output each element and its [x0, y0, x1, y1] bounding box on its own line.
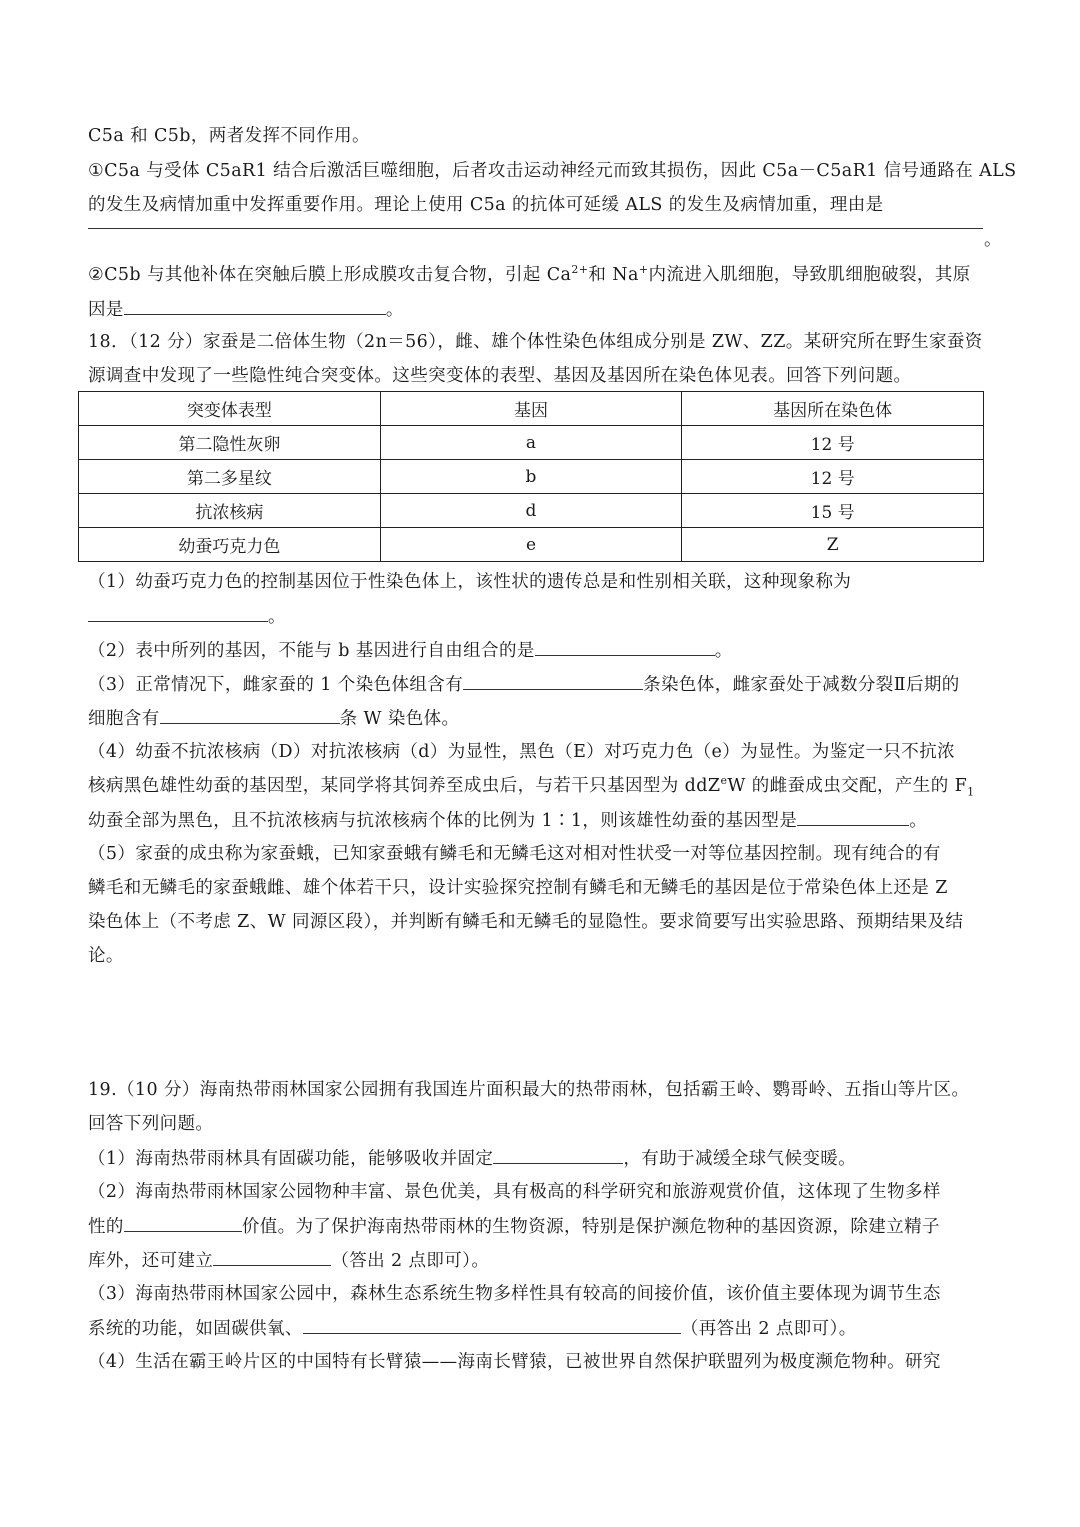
text-line: 鳞毛和无鳞毛的家蚕蛾雌、雄个体若干只，设计实验探究控制有鳞毛和无鳞毛的基因是位于常染色体上还是 Z	[88, 878, 948, 898]
text-line: 细胞含有 条 W 染色体。	[88, 706, 998, 731]
mutant-table	[78, 391, 984, 562]
text-line: ①C5a 与受体 C5aR1 结合后激活巨噬细胞，后者攻击运动神经元而致其损伤，因此 C5a－C5aR1 信号通路在 ALS	[88, 161, 1017, 181]
text-line: （3）正常情况下，雌家蚕的 1 个染色体组含有 条染色体，雌家蚕处于减数分裂Ⅱ后期的	[88, 672, 998, 697]
table-row	[79, 494, 984, 528]
text-line: （1）幼蚕巧克力色的控制基因位于性染色体上，该性状的遗传总是和性别相关联，这种现象称为	[88, 572, 852, 592]
text-line: ②C5b 与其他补体在突触后膜上形成膜攻击复合物，引起 $Ca^{2+}$和 Na+内流进入肌细胞，导致肌细胞破裂，其原	[88, 263, 971, 285]
table-header-row	[79, 392, 984, 426]
table-cell: Z	[682, 528, 984, 562]
table-cell: 第二多星纹	[79, 460, 381, 494]
table-cell: 第二隐性灰卵	[79, 426, 381, 460]
text-line: 因是 。	[88, 297, 998, 322]
text-line: （5）家蚕的成虫称为家蚕蛾，已知家蚕蛾有鳞毛和无鳞毛这对相对性状受一对等位基因控制。现有纯合的有	[88, 844, 941, 864]
table-cell: 15 号	[682, 494, 984, 528]
table-row	[79, 426, 984, 460]
text-line: 源调查中发现了一些隐性纯合突变体。这些突变体的表型、基因及基因所在染色体见表。回答下列问题。	[88, 366, 912, 386]
answer-blank[interactable]	[797, 808, 909, 826]
table-cell: 12 号	[682, 426, 984, 460]
table-cell: 抗浓核病	[79, 494, 381, 528]
table-header-cell: 基因所在染色体	[682, 392, 984, 426]
answer-blank[interactable]	[535, 638, 715, 656]
table-cell: 12 号	[682, 460, 984, 494]
text-line: 性的 价值。为了保护海南热带雨林的生物资源，特别是保护濒危物种的基因资源，除建立精子	[88, 1214, 998, 1239]
table-cell: b	[380, 460, 682, 494]
table-row	[79, 460, 984, 494]
table-cell: 幼蚕巧克力色	[79, 528, 381, 562]
text-line: 系统的功能，如固碳供氧、 （再答出 2 点即可）。	[88, 1316, 998, 1341]
text-line: （4）生活在霸王岭片区的中国特有长臂猿——海南长臂猿，已被世界自然保护联盟列为极度濒危物种。研究	[88, 1352, 941, 1372]
text-line: C5a 和 C5b，两者发挥不同作用。	[88, 126, 370, 146]
answer-blank[interactable]	[493, 1146, 623, 1164]
text-line: 。	[984, 230, 1002, 250]
answer-blank[interactable]	[88, 604, 268, 622]
answer-blank[interactable]	[160, 706, 340, 724]
answer-blank[interactable]	[303, 1316, 681, 1334]
question-18-heading: 18．（12 分）家蚕是二倍体生物（2n＝56），雌、雄个体性染色体组成分别是 ZW、ZZ。某研究所在野生家蚕资	[88, 332, 983, 352]
table-cell: a	[380, 426, 682, 460]
text-line: （1）海南热带雨林具有固碳功能，能够吸收并固定 ，有助于减缓全球气候变暖。	[88, 1146, 998, 1171]
text-line: 回答下列问题。	[88, 1114, 214, 1134]
answer-blank[interactable]	[124, 1214, 242, 1232]
text-line: （2）海南热带雨林国家公园物种丰富、景色优美，具有极高的科学研究和旅游观赏价值，这体现了生物多样	[88, 1182, 941, 1202]
text-line: 染色体上（不考虑 Z、W 同源区段），并判断有鳞毛和无鳞毛的显隐性。要求简要写出实验思路、预期结果及结	[88, 912, 964, 932]
text-line: 论。	[88, 946, 124, 966]
text-line: （3）海南热带雨林国家公园中，森林生态系统生物多样性具有较高的间接价值，该价值主要体现为调节生态	[88, 1284, 941, 1304]
question-19-heading: 19.（10 分）海南热带雨林国家公园拥有我国连片面积最大的热带雨林，包括霸王岭、鹦哥岭、五指山等片区。	[88, 1080, 970, 1100]
answer-blank[interactable]	[124, 297, 386, 315]
text-line: 。	[88, 604, 998, 629]
table-header-cell: 突变体表型	[79, 392, 381, 426]
text-line: （4）幼蚕不抗浓核病（D）对抗浓核病（d）为显性，黑色（E）对巧克力色（e）为显性。为鉴定一只不抗浓	[88, 742, 955, 762]
text-line: 库外，还可建立 （答出 2 点即可）。	[88, 1248, 998, 1273]
answer-blank[interactable]	[213, 1248, 331, 1266]
answer-blank[interactable]	[463, 672, 643, 690]
text-line: 幼蚕全部为黑色，且不抗浓核病与抗浓核病个体的比例为 1∶1，则该雄性幼蚕的基因型是 。	[88, 808, 998, 833]
table-cell: e	[380, 528, 682, 562]
table-row	[79, 528, 984, 562]
text-line: 核病黑色雄性幼蚕的基因型，某同学将其饲养至成虫后，与若干只基因型为 ddZ$^e$W 的雌蚕成虫交配，产生的 $F_1$	[88, 774, 975, 799]
table-cell: d	[380, 494, 682, 528]
table-header-cell: 基因	[380, 392, 682, 426]
text-line: （2）表中所列的基因，不能与 b 基因进行自由组合的是 。	[88, 638, 998, 663]
answer-blank[interactable]	[88, 228, 983, 229]
text-line: 的发生及病情加重中发挥重要作用。理论上使用 C5a 的抗体可延缓 ALS 的发生及病情加重，理由是	[88, 195, 884, 215]
